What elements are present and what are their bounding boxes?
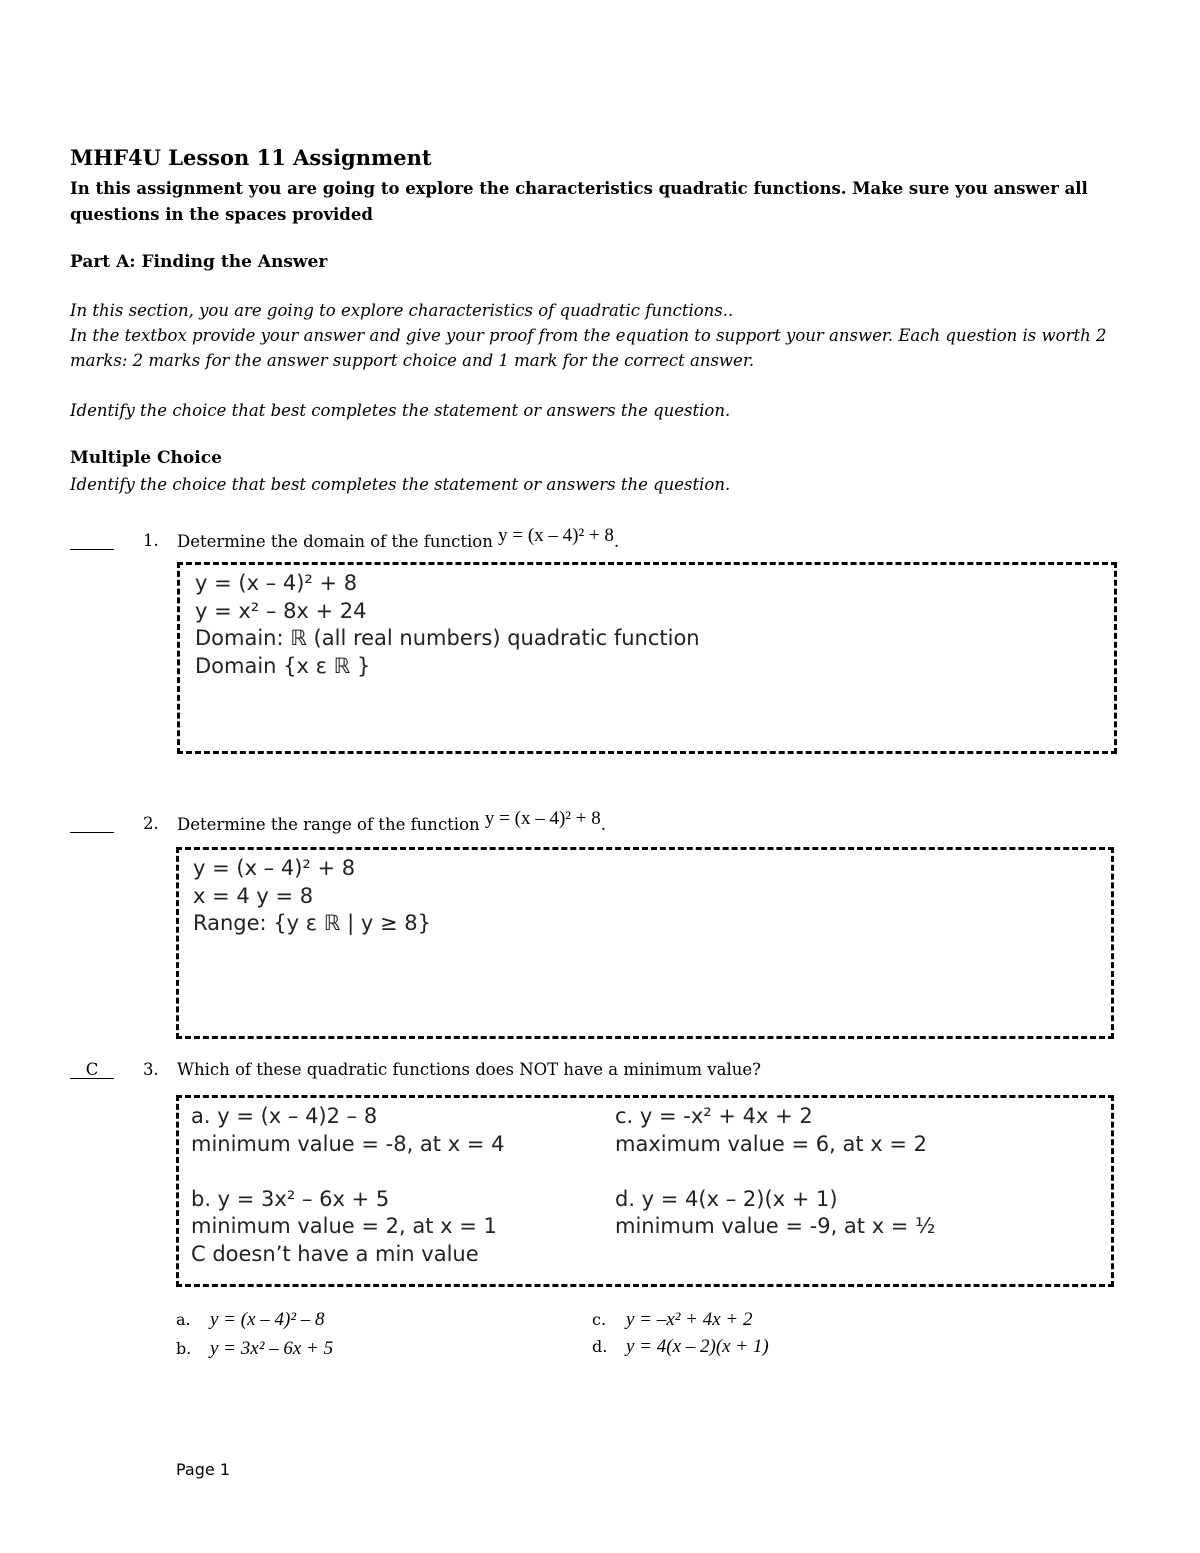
option-b-expr: y = 3x² – 6x + 5 — [210, 1338, 334, 1359]
answer-1-line-4: Domain {x ε ℝ } — [195, 653, 371, 678]
answer-3-left-line-5: minimum value = 2, at x = 1 — [191, 1214, 497, 1238]
answer-3-right-line-5: minimum value = -9, at x = ½ — [615, 1214, 936, 1238]
answer-2-line-1: y = (x – 4)² + 8 — [193, 856, 356, 880]
question-3 — [70, 1060, 1130, 1086]
answer-1-line-3: Domain: ℝ (all real numbers) quadratic function — [195, 626, 700, 650]
option-b-label: b. — [176, 1339, 192, 1358]
answer-text-3-left — [191, 1103, 611, 1268]
option-c[interactable] — [592, 1309, 752, 1331]
answer-blank-2[interactable] — [70, 814, 114, 833]
part-a-line-3: Identify the choice that best completes the statement or answers the question. — [70, 401, 731, 420]
question-number-2: 2. — [143, 814, 159, 833]
answer-3-left-line-6: C doesn’t have a min value — [191, 1241, 479, 1266]
option-d-label: d. — [592, 1337, 608, 1356]
question-text-2: Determine the range of the function — [177, 815, 480, 834]
answer-3-right-line-1: c. y = -x² + 4x + 2 — [615, 1104, 813, 1128]
option-a-expr: y = (x – 4)² – 8 — [210, 1309, 325, 1330]
answer-text-1 — [195, 570, 1095, 680]
question-end-1: . — [613, 532, 620, 551]
answer-text-2 — [193, 855, 1093, 938]
option-a[interactable] — [176, 1309, 325, 1331]
option-d-expr: y = 4(x – 2)(x + 1) — [626, 1336, 769, 1357]
answer-3-right-spacer — [615, 1158, 1085, 1186]
question-text-3: Which of these quadratic functions does NOT have a minimum value? — [177, 1060, 761, 1079]
question-number-3: 3. — [143, 1060, 159, 1079]
assignment-title: MHF4U Lesson 11 Assignment — [70, 145, 432, 170]
multiple-choice-instruction: Identify the choice that best completes the statement or answers the question. — [70, 475, 731, 494]
part-a-heading: Part A: Finding the Answer — [70, 252, 328, 272]
assignment-intro: In this assignment you are going to explore the characteristics quadratic functions. Make sure you answer all questions in the spaces provided — [70, 179, 1088, 224]
answer-3-left-line-4: b. y = 3x² – 6x + 5 — [191, 1186, 390, 1211]
answer-2-line-3: Range: {y ε ℝ | y ≥ 8} — [193, 911, 431, 935]
multiple-choice-heading: Multiple Choice — [70, 448, 222, 468]
answer-3-left-line-1: a. y = (x – 4)2 – 8 — [191, 1104, 378, 1128]
option-a-label: a. — [176, 1310, 191, 1329]
answer-3-left-spacer — [191, 1158, 611, 1186]
question-2 — [70, 808, 1130, 840]
answer-2-line-2: x = 4 y = 8 — [193, 883, 314, 908]
question-1 — [70, 525, 1130, 557]
option-c-expr: y = –x² + 4x + 2 — [626, 1309, 753, 1330]
page-footer: Page 1 — [176, 1460, 230, 1479]
option-b[interactable] — [176, 1338, 333, 1360]
question-end-2: . — [600, 815, 606, 834]
question-number-1: 1. — [143, 531, 159, 550]
answer-3-left-line-2: minimum value = -8, at x = 4 — [191, 1131, 505, 1156]
question-equation-2: y = (x – 4)² + 8 — [484, 808, 601, 829]
answer-text-3-right — [615, 1103, 1085, 1241]
question-text-1: Determine the domain of the function — [177, 532, 493, 551]
part-a-line-2: In the textbox provide your answer and give your proof from the equation to support your answer. Each question is worth 2 marks: 2 marks for the answer support choice and 1 mark for the correct answer. — [70, 326, 1107, 370]
question-equation-1: y = (x – 4)² + 8 — [498, 525, 614, 546]
option-d[interactable] — [592, 1336, 769, 1358]
answer-blank-1[interactable] — [70, 531, 114, 550]
answer-1-line-1: y = (x – 4)² + 8 — [195, 571, 358, 595]
part-a-line-1: In this section, you are going to explore characteristics of quadratic functions.. — [70, 301, 734, 320]
answer-1-line-2: y = x² – 8x + 24 — [195, 598, 367, 623]
answer-blank-3[interactable]: C — [70, 1060, 114, 1079]
option-c-label: c. — [592, 1310, 607, 1329]
answer-3-right-line-4: d. y = 4(x – 2)(x + 1) — [615, 1186, 838, 1211]
answer-3-right-line-2: maximum value = 6, at x = 2 — [615, 1131, 928, 1156]
